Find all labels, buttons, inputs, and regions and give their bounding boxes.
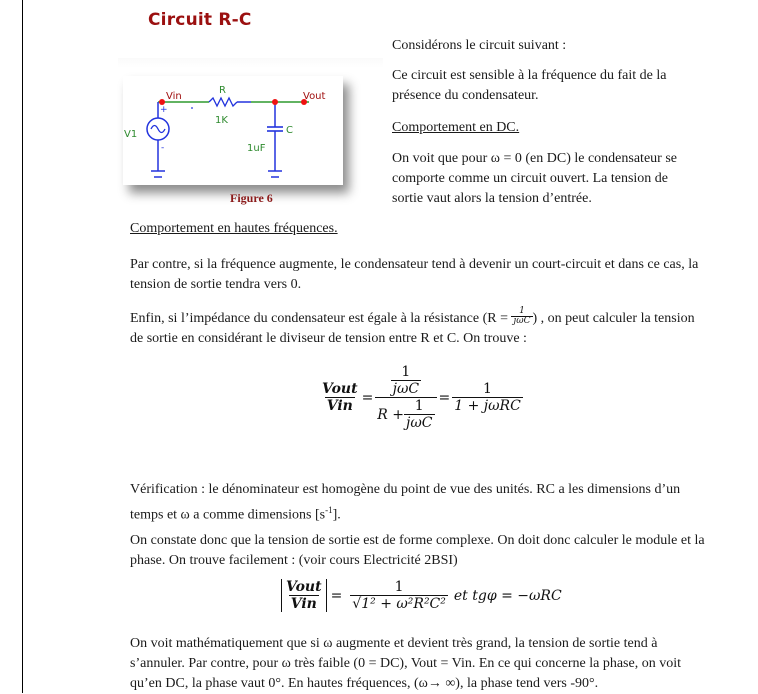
hf-text: Par contre, si la fréquence augmente, le condensateur tend à devenir un court-circuit et dans ce cas, la tension de sortie tendra vers 0. bbox=[130, 257, 699, 292]
svg-text:+: + bbox=[160, 105, 168, 115]
sensitivity-text: Ce circuit est sensible à la fréquence du fait de la présence du condensateur. bbox=[392, 68, 667, 103]
figure-top-shadow bbox=[118, 58, 383, 68]
dc-heading: Comportement en DC. bbox=[392, 120, 520, 135]
modulus-phase-equation: $\frac{\text{Vout}}{\text{Vin}}$ = $\frac{1}{\text{√1² + ω²R²C²}}$ et tgφ = −ωRC bbox=[281, 579, 562, 612]
svg-text:Vin: Vin bbox=[166, 91, 182, 102]
voltage-divider-equation: $\frac{\text{Vout}}{\text{Vin}}$ = $\frac{1}{\text{jωC}}$ R + $\frac{1}{\text{jωC}}$ = $\frac{1}{\text{1 + jωRC}}$ bbox=[322, 364, 521, 431]
verification-text: Vérification : le dénominateur est homogène du point de vue des unités. RC a les dimensions d’un temps et ω a comme dimensions $[s^{-1}]$. bbox=[130, 482, 681, 523]
svg-text:1uF: 1uF bbox=[247, 143, 266, 154]
impedance-text: Enfin, si l’impédance du condensateur est égale à la résistance (R = $\frac{1}{\text{jωC}}$ ) , on peut calculer la tension de sortie en considérant le diviseur de tension entre R et C. On trouve : bbox=[130, 306, 695, 346]
dc-text: On voit que pour ω = 0 (en DC) le condensateur se comporte comme un circuit ouvert. La tension de sortie vaut alors la tension d’entrée. bbox=[392, 151, 677, 206]
svg-text:V1: V1 bbox=[124, 129, 138, 140]
intro-text: Considérons le circuit suivant : bbox=[392, 38, 567, 53]
svg-text:C: C bbox=[286, 125, 293, 136]
svg-text:R: R bbox=[219, 85, 226, 96]
hf-heading: Comportement en hautes fréquences. bbox=[130, 221, 338, 236]
rc-circuit-diagram bbox=[123, 76, 343, 185]
svg-text:1K: 1K bbox=[215, 115, 228, 126]
page-margin-line bbox=[22, 0, 23, 693]
inline-fraction: $\frac{1}{\text{jωC}}$ bbox=[513, 306, 531, 327]
page-title: Circuit R-C bbox=[148, 10, 252, 30]
svg-text:-: - bbox=[161, 143, 165, 153]
complex-text: On constate donc que la tension de sortie est de forme complexe. On doit donc calculer le module et la phase. On trouve facilement : (voir cours Electricité 2BSI) bbox=[130, 533, 705, 568]
conclusion-text: On voit mathématiquement que si ω augmente et devient très grand, la tension de sortie tend à s’annuler. Par contre, pour ω très faible (0 = DC), Vout = Vin. En ce qui concerne la phase, on voit qu’en DC, la phase vaut 0°. En hautes fréquences, (ω→ ∞), la phase tend vers -90°. bbox=[130, 636, 681, 691]
circuit-figure bbox=[123, 76, 343, 185]
figure-caption: Figure 6 bbox=[230, 191, 273, 205]
svg-text:Vout: Vout bbox=[303, 91, 326, 102]
